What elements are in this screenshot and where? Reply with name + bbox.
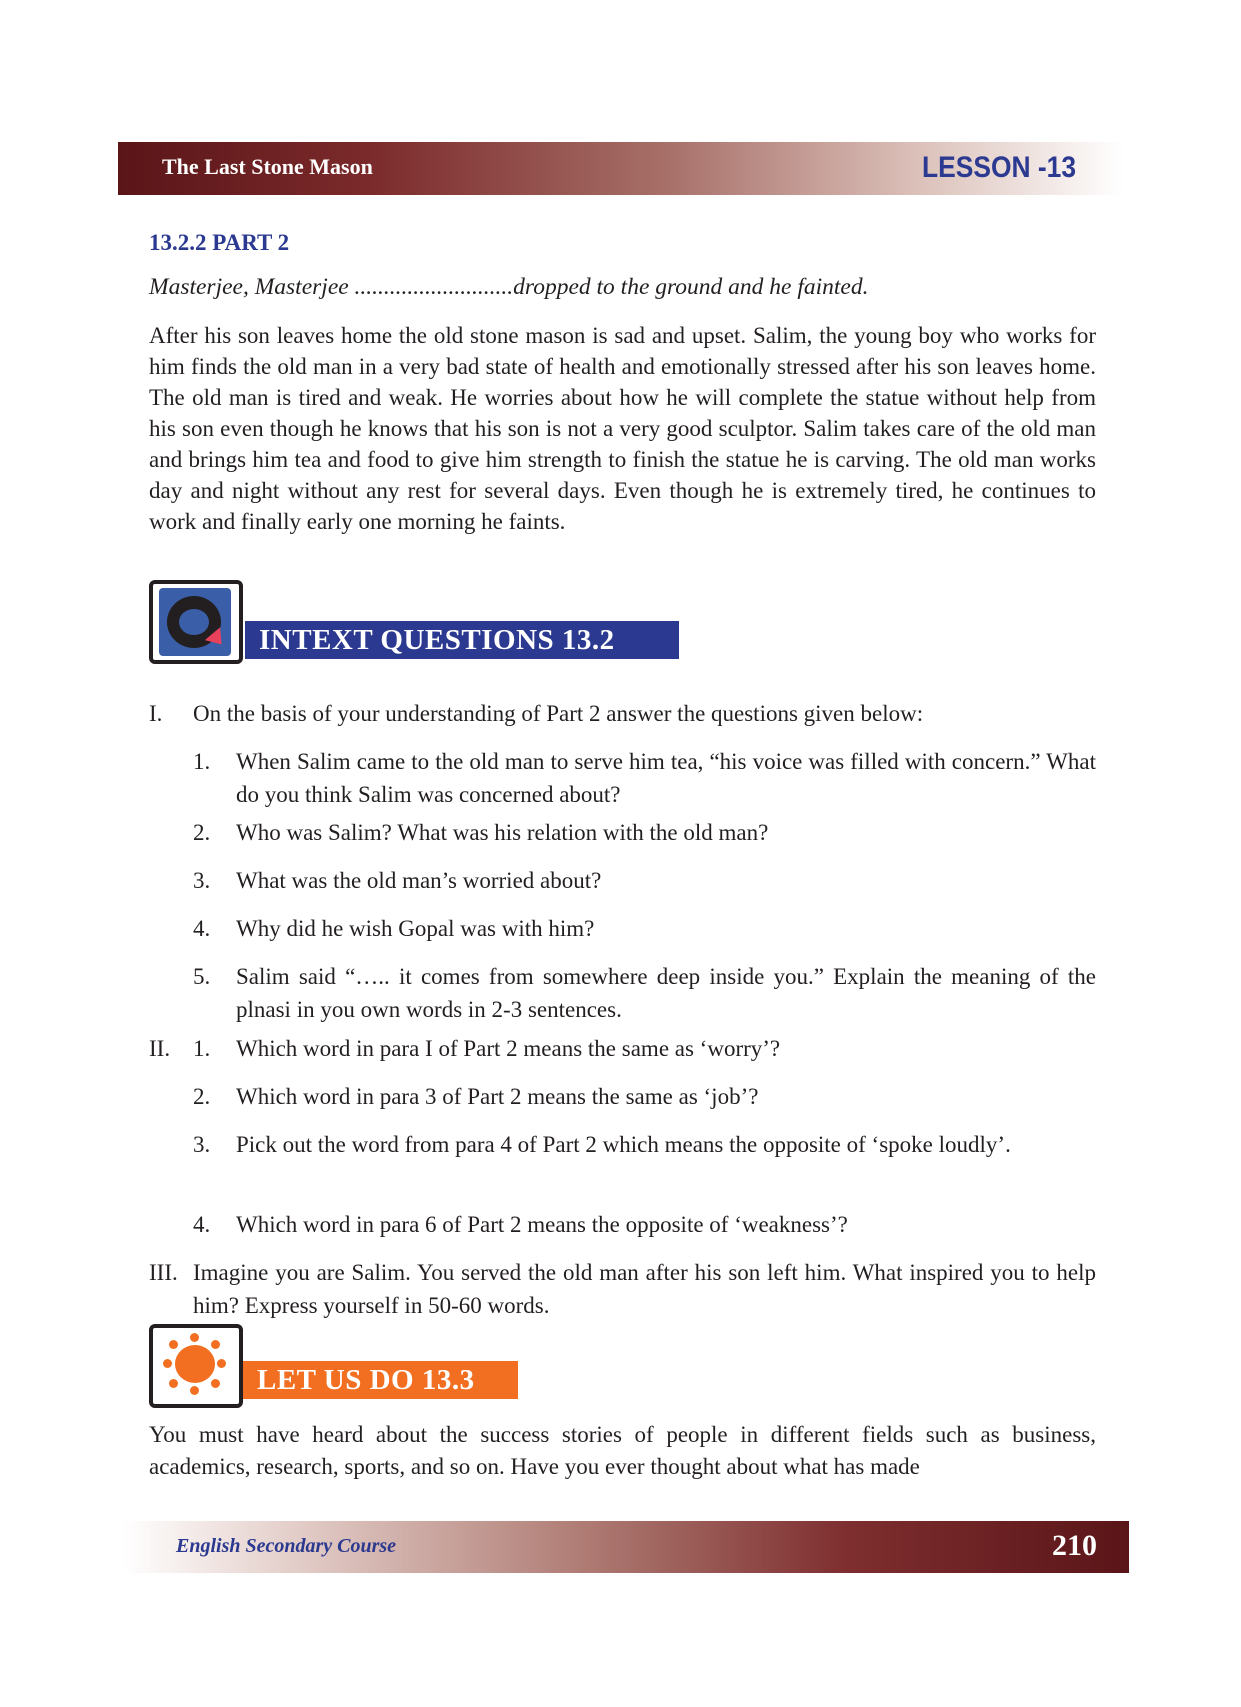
chapter-title: The Last Stone Mason — [162, 154, 373, 179]
question-text: Why did he wish Gopal was with him? — [236, 916, 595, 941]
part-intro: On the basis of your understanding of Part 2 answer the questions given below: — [193, 701, 924, 726]
part-label: I. — [149, 701, 163, 726]
question-text: Pick out the word from para 4 of Part 2 which means the opposite of ‘spoke loudly’. — [236, 1132, 1011, 1157]
question-number: 1. — [193, 1036, 211, 1061]
let-us-do-paragraph: You must have heard about the success stories of people in different fields such as business, academics, research, sports, and so on. Have you ever thought about what has made — [149, 1422, 1096, 1479]
section-heading: 13.2.2 PART 2 — [149, 230, 290, 255]
let-us-do-banner: LET US DO 13.3 — [243, 1361, 518, 1399]
question-icon — [149, 580, 243, 664]
page-header — [118, 142, 1124, 195]
intext-questions-banner: INTEXT QUESTIONS 13.2 — [245, 621, 679, 659]
question-number: 4. — [193, 1212, 211, 1237]
question-text: When Salim came to the old man to serve him tea, “his voice was filled with concern.” What do you think Salim was concerned about? — [236, 749, 1096, 807]
question-number: 5. — [193, 964, 211, 989]
lesson-number: LESSON -13 — [921, 151, 1076, 184]
question-number: 3. — [193, 1132, 211, 1157]
question-text: Which word in para 6 of Part 2 means the opposite of ‘weakness’? — [236, 1212, 848, 1237]
question-text: Which word in para 3 of Part 2 means the same as ‘job’? — [236, 1084, 759, 1109]
part-label: III. — [149, 1260, 178, 1285]
question-number: 4. — [193, 916, 211, 941]
question-text: Who was Salim? What was his relation with the old man? — [236, 820, 769, 845]
question-number: 2. — [193, 820, 211, 845]
sun-icon — [149, 1324, 243, 1408]
question-text: Imagine you are Salim. You served the old man after his son left him. What inspired you to help him? Express yourself in 50-60 words. — [193, 1260, 1096, 1318]
summary-paragraph: After his son leaves home the old stone mason is sad and upset. Salim, the young boy who works for him finds the old man in a very bad state of health and emotionally stressed after his son leaves home. The old man is tired and weak. He worries about how he will complete the statue without help from his son even though he knows that his son is not a very good sculptor. Salim takes care of the old man and brings him tea and food to give him strength to finish the statue he is carving. The old man works day and night without any rest for several days. Even though he is extremely tired, he continues to work and finally early one morning he faints. — [149, 323, 1096, 534]
page-number: 210 — [1052, 1529, 1097, 1562]
question-number: 1. — [193, 749, 211, 774]
question-text: Salim said “….. it comes from somewhere deep inside you.” Explain the meaning of the plnasi in you own words in 2-3 sentences. — [236, 964, 1096, 1022]
question-text: Which word in para I of Part 2 means the same as ‘worry’? — [236, 1036, 781, 1061]
question-number: 2. — [193, 1084, 211, 1109]
section-subtitle: Masterjee, Masterjee ...........................dropped to the ground and he fainted. — [149, 274, 869, 300]
course-name: English Secondary Course — [176, 1535, 397, 1557]
part-label: II. — [149, 1036, 171, 1061]
question-text: What was the old man’s worried about? — [236, 868, 602, 893]
question-number: 3. — [193, 868, 211, 893]
page-footer — [122, 1521, 1129, 1573]
